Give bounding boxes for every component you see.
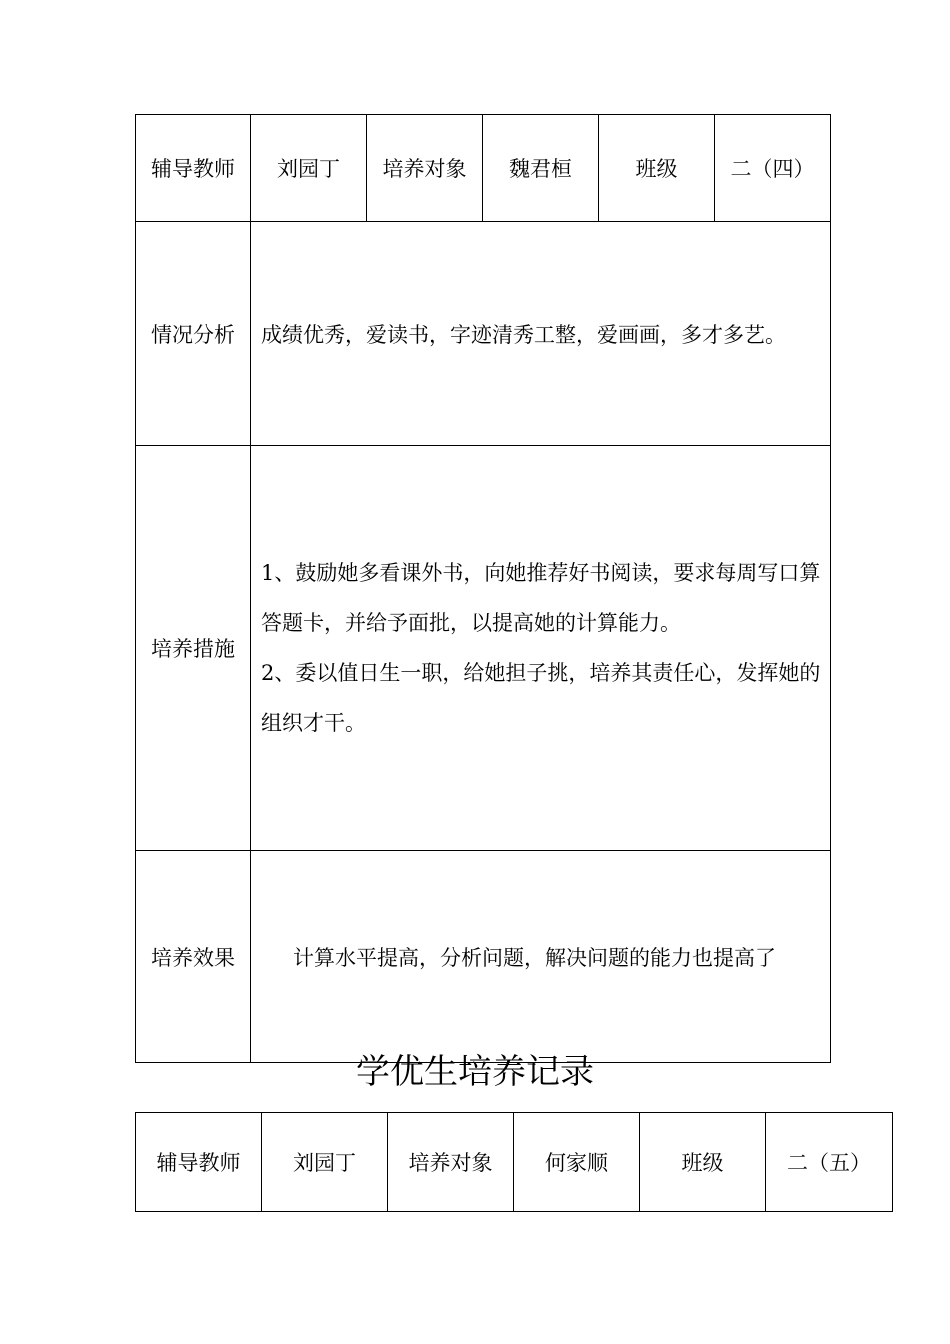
analysis-row: [136, 222, 831, 446]
student-label: 培养对象: [388, 1113, 514, 1212]
class-value: 二（四）: [715, 115, 831, 222]
effect-label: 培养效果: [136, 851, 251, 1063]
effect-row: [136, 851, 831, 1063]
teacher-label: 辅导教师: [136, 115, 251, 222]
measure-item-2: 2、委以值日生一职，给她担子挑，培养其责任心，发挥她的组织才干。: [261, 661, 821, 735]
student-label: 培养对象: [367, 115, 483, 222]
class-value: 二（五）: [766, 1113, 893, 1212]
measures-label: 培养措施: [136, 446, 251, 851]
teacher-name: 刘园丁: [251, 115, 367, 222]
student-name: 何家顺: [514, 1113, 640, 1212]
class-label: 班级: [640, 1113, 766, 1212]
teacher-label: 辅导教师: [136, 1113, 262, 1212]
measures-row: [136, 446, 831, 851]
teacher-name: 刘园丁: [262, 1113, 388, 1212]
analysis-label: 情况分析: [136, 222, 251, 446]
class-label: 班级: [599, 115, 715, 222]
header-row: [136, 1113, 893, 1212]
record-table-2: [135, 1112, 893, 1212]
measure-item-1: 1、鼓励她多看课外书，向她推荐好书阅读，要求每周写口算答题卡，并给予面批，以提高她的计算能力。: [261, 561, 821, 635]
student-name: 魏君桓: [483, 115, 599, 222]
analysis-text: 成绩优秀，爱读书，字迹清秀工整，爱画画，多才多艺。: [251, 222, 831, 446]
effect-text: 计算水平提高，分析问题，解决问题的能力也提高了: [251, 851, 831, 1063]
record-table-1: [135, 114, 831, 1063]
record-title: 学优生培养记录: [356, 1052, 594, 1092]
header-row: [136, 115, 831, 222]
measures-text: [251, 446, 831, 851]
